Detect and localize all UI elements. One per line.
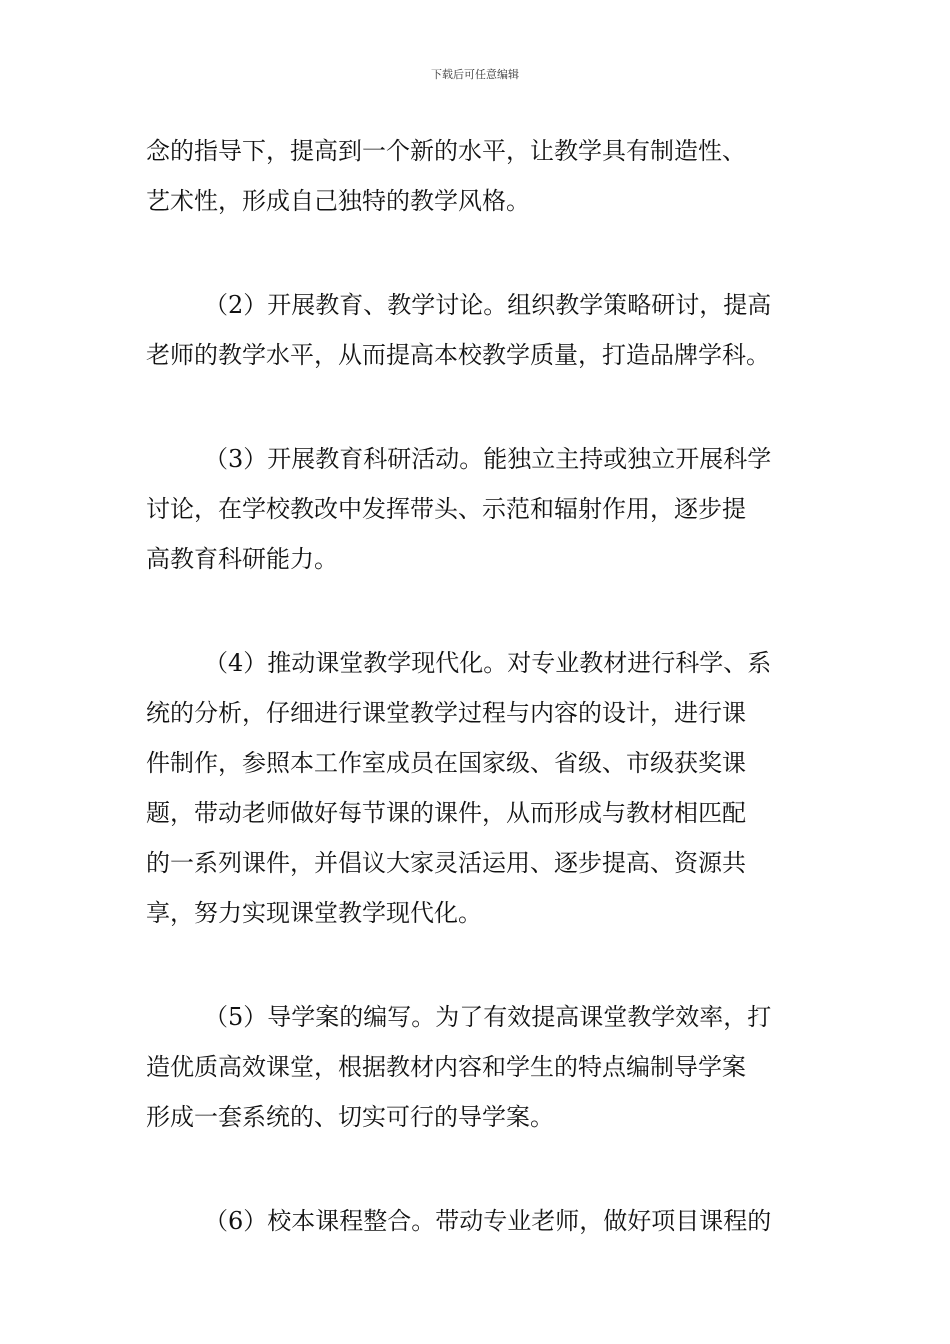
paragraph-4 <box>146 638 810 938</box>
paragraph-line: 享，努力实现课堂教学现代化。 <box>146 899 482 927</box>
paragraph-line: 念的指导下，提高到一个新的水平，让教学具有制造性、 <box>146 137 746 165</box>
paragraph-line: 题，带动老师做好每节课的课件，从而形成与教材相匹配 <box>146 799 746 827</box>
paragraph-line: 老师的教学水平，从而提高本校教学质量，打造品牌学科。 <box>146 341 770 369</box>
page-header: 下载后可任意编辑 <box>431 68 519 81</box>
paragraph-line: 高教育科研能力。 <box>146 545 338 573</box>
paragraph-line: （5）导学案的编写。为了有效提高课堂教学效率，打 <box>204 1003 772 1031</box>
paragraph-line: 形成一套系统的、切实可行的导学案。 <box>146 1103 554 1131</box>
paragraph-line: 造优质高效课堂，根据教材内容和学生的特点编制导学案 <box>146 1053 746 1081</box>
paragraph-2 <box>146 280 810 380</box>
paragraph-line: （3）开展教育科研活动。能独立主持或独立开展科学 <box>204 445 772 473</box>
paragraph-line: 统的分析，仔细进行课堂教学过程与内容的设计，进行课 <box>146 699 746 727</box>
paragraph-1 <box>146 126 810 226</box>
paragraph-line: 件制作，参照本工作室成员在国家级、省级、市级获奖课 <box>146 749 746 777</box>
paragraph-6 <box>146 1196 810 1246</box>
document-body <box>146 126 810 1298</box>
paragraph-3 <box>146 434 810 584</box>
paragraph-line: （4）推动课堂教学现代化。对专业教材进行科学、系 <box>204 649 772 677</box>
paragraph-line: 的一系列课件，并倡议大家灵活运用、逐步提高、资源共 <box>146 849 746 877</box>
paragraph-line: 艺术性，形成自己独特的教学风格。 <box>146 187 530 215</box>
paragraph-line: 讨论，在学校教改中发挥带头、示范和辐射作用，逐步提 <box>146 495 746 523</box>
paragraph-line: （6）校本课程整合。带动专业老师，做好项目课程的 <box>204 1207 772 1235</box>
paragraph-line: （2）开展教育、教学讨论。组织教学策略研讨，提高 <box>204 291 772 319</box>
paragraph-5 <box>146 992 810 1142</box>
